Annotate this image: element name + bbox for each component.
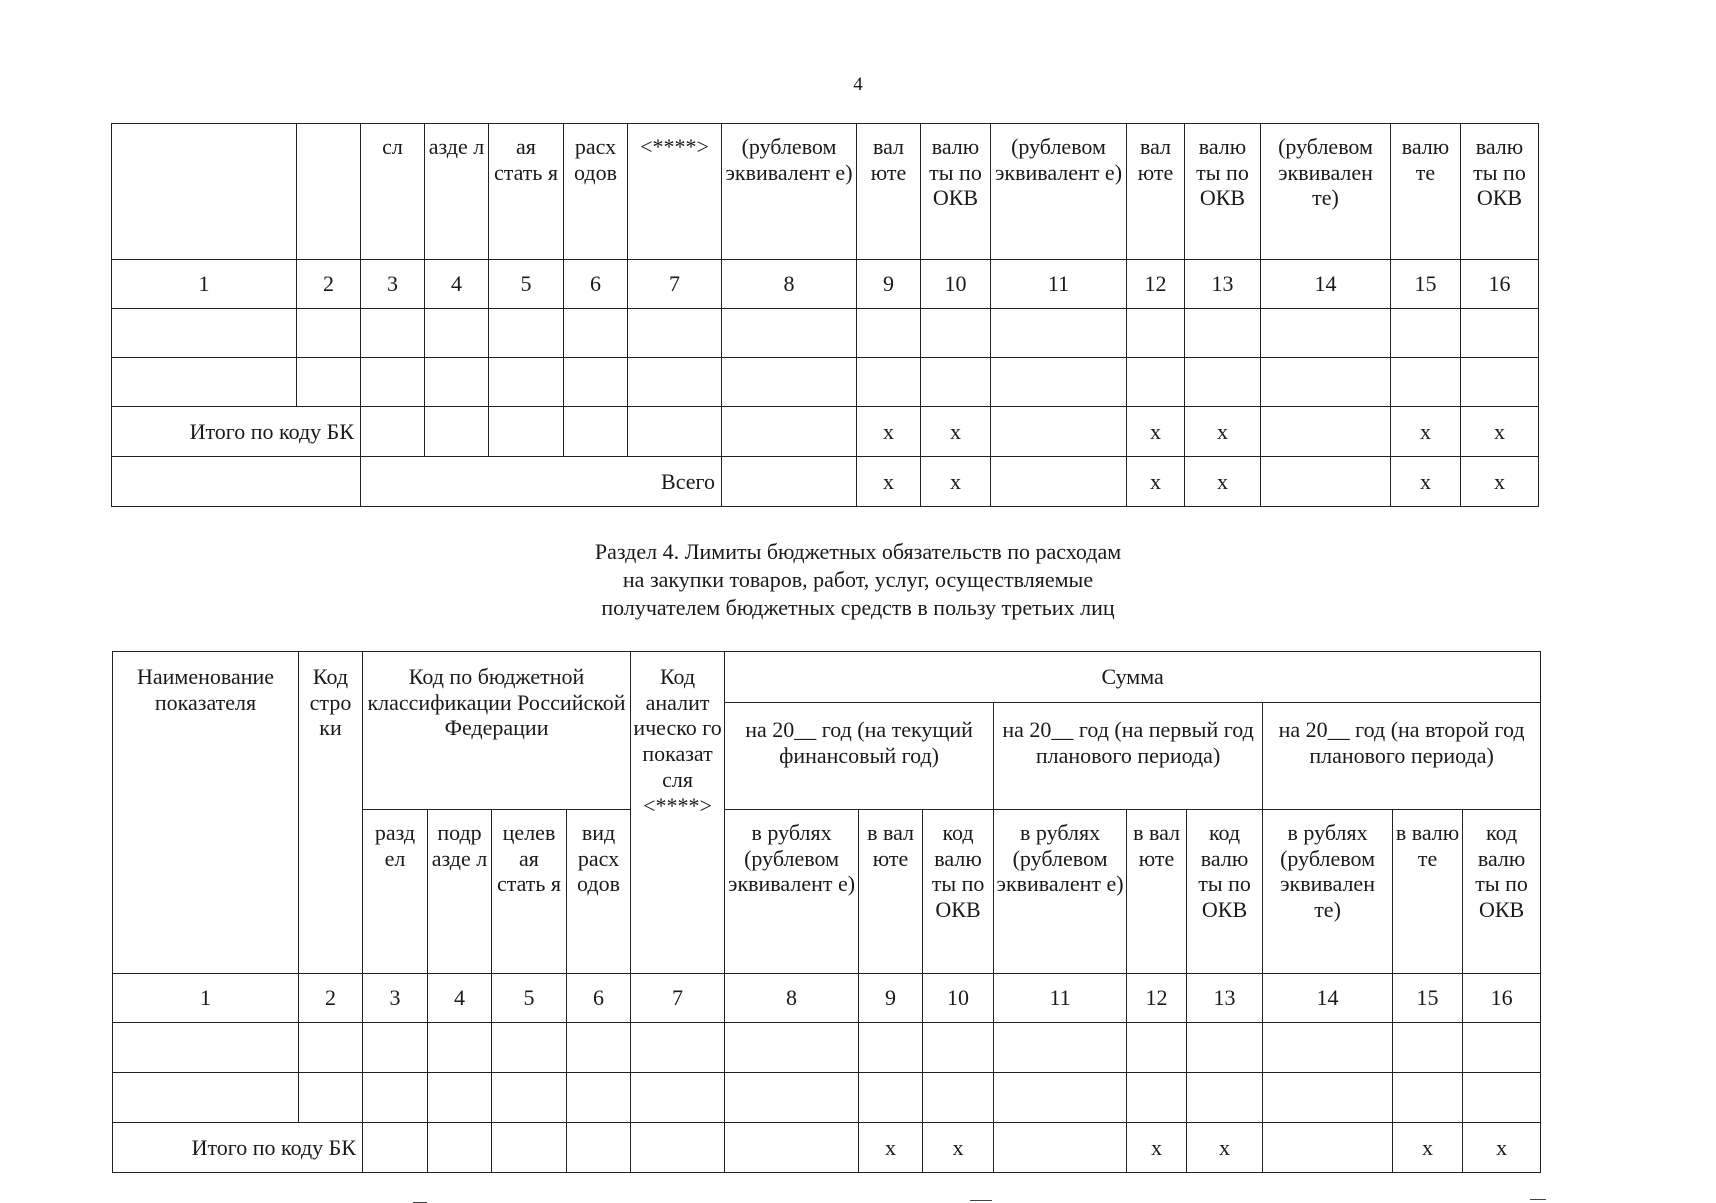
empty-cell — [363, 1073, 428, 1123]
empty-cell — [1393, 1023, 1463, 1073]
empty-cell — [564, 407, 628, 457]
empty-cell — [1461, 309, 1539, 358]
header-subcell: целев ая стать я — [492, 810, 567, 974]
empty-cell — [1187, 1073, 1263, 1123]
empty-cell — [428, 1073, 492, 1123]
header-line-code: Код стро ки — [299, 652, 363, 974]
column-number: 12 — [1127, 260, 1185, 309]
empty-cell — [363, 1123, 428, 1173]
empty-cell — [299, 1023, 363, 1073]
column-number: 13 — [1185, 260, 1261, 309]
x-mark: x — [1461, 407, 1539, 457]
empty-cell — [492, 1123, 567, 1173]
empty-cell — [991, 457, 1127, 507]
empty-cell — [425, 407, 489, 457]
empty-cell — [1263, 1023, 1393, 1073]
header-subcell: в вал юте — [1127, 810, 1187, 974]
column-number: 14 — [1261, 260, 1391, 309]
empty-cell — [1185, 309, 1261, 358]
empty-cell — [994, 1123, 1127, 1173]
empty-cell — [991, 358, 1127, 407]
empty-cell — [921, 358, 991, 407]
empty-cell — [1261, 358, 1391, 407]
header-subcell: в вал юте — [859, 810, 923, 974]
x-mark: x — [857, 407, 921, 457]
header-cell: азде л — [425, 124, 489, 260]
empty-cell — [921, 309, 991, 358]
header-subcell: подр азде л — [428, 810, 492, 974]
column-number: 15 — [1393, 974, 1463, 1023]
header-subcell: разд ел — [363, 810, 428, 974]
empty-cell — [722, 309, 857, 358]
header-cell: сл — [361, 124, 425, 260]
empty-cell — [631, 1023, 725, 1073]
table-continuation — [111, 123, 1539, 507]
empty-cell — [1127, 358, 1185, 407]
empty-cell — [859, 1023, 923, 1073]
empty-cell — [1463, 1073, 1541, 1123]
empty-cell — [722, 358, 857, 407]
empty-cell — [1263, 1123, 1393, 1173]
empty-cell — [1391, 309, 1461, 358]
column-number: 5 — [492, 974, 567, 1023]
column-number: 4 — [425, 260, 489, 309]
empty-cell — [1461, 358, 1539, 407]
section-title-line: на закупки товаров, работ, услуг, осуществляемые — [622, 567, 1094, 593]
x-mark: x — [1127, 457, 1185, 507]
total-label: Итого по коду БК — [113, 1123, 363, 1173]
empty-cell — [1393, 1073, 1463, 1123]
empty-cell — [492, 1073, 567, 1123]
column-number: 15 — [1391, 260, 1461, 309]
header-subcell: в рублях (рублевом эквивалент е) — [994, 810, 1127, 974]
column-number: 3 — [363, 974, 428, 1023]
header-row-1 — [113, 652, 1541, 703]
header-cell: валю ты по ОКВ — [1461, 124, 1539, 260]
empty-cell — [112, 457, 361, 507]
x-mark: x — [921, 457, 991, 507]
column-number-row — [112, 260, 1539, 309]
grand-total-row — [112, 457, 1539, 507]
column-number: 3 — [361, 260, 425, 309]
empty-cell — [1263, 1073, 1393, 1123]
header-cell — [112, 124, 297, 260]
x-mark: x — [1127, 1123, 1187, 1173]
table-row — [112, 309, 1539, 358]
table-row — [113, 1023, 1541, 1073]
column-number: 1 — [112, 260, 297, 309]
table-row — [112, 358, 1539, 407]
empty-cell — [299, 1073, 363, 1123]
scan-artifact — [970, 1200, 992, 1201]
x-mark: x — [1393, 1123, 1463, 1173]
empty-cell — [428, 1123, 492, 1173]
column-number: 10 — [921, 260, 991, 309]
column-number: 2 — [299, 974, 363, 1023]
column-number: 7 — [628, 260, 722, 309]
column-number: 9 — [857, 260, 921, 309]
column-number: 13 — [1187, 974, 1263, 1023]
column-number: 7 — [631, 974, 725, 1023]
empty-cell — [361, 407, 425, 457]
column-number: 8 — [725, 974, 859, 1023]
empty-cell — [994, 1023, 1127, 1073]
x-mark: x — [1461, 457, 1539, 507]
empty-cell — [112, 358, 297, 407]
empty-cell — [631, 1073, 725, 1123]
header-subcell: в рублях (рублевом эквивален те) — [1263, 810, 1393, 974]
empty-cell — [1391, 358, 1461, 407]
header-cell — [297, 124, 361, 260]
column-number: 16 — [1463, 974, 1541, 1023]
empty-cell — [923, 1073, 994, 1123]
empty-cell — [297, 358, 361, 407]
empty-cell — [363, 1023, 428, 1073]
column-number: 10 — [923, 974, 994, 1023]
x-mark: x — [1187, 1123, 1263, 1173]
header-cell: валю ты по ОКВ — [921, 124, 991, 260]
empty-cell — [725, 1073, 859, 1123]
x-mark: x — [1391, 457, 1461, 507]
empty-cell — [492, 1023, 567, 1073]
x-mark: x — [921, 407, 991, 457]
empty-cell — [567, 1023, 631, 1073]
empty-cell — [991, 309, 1127, 358]
empty-cell — [567, 1073, 631, 1123]
empty-cell — [722, 457, 857, 507]
empty-cell — [1463, 1023, 1541, 1073]
header-analytic-code: Код аналит ическо го показат сля <****> — [631, 652, 725, 974]
x-mark: x — [859, 1123, 923, 1173]
empty-cell — [1127, 1073, 1187, 1123]
header-cell: <****> — [628, 124, 722, 260]
empty-cell — [489, 309, 564, 358]
empty-cell — [857, 358, 921, 407]
x-mark: x — [1127, 407, 1185, 457]
column-number: 4 — [428, 974, 492, 1023]
section-title — [0, 538, 1716, 622]
empty-cell — [859, 1073, 923, 1123]
header-cell: расх одов — [564, 124, 628, 260]
empty-cell — [628, 309, 722, 358]
empty-cell — [489, 407, 564, 457]
column-number: 1 — [113, 974, 299, 1023]
grand-total-label: Всего — [361, 457, 722, 507]
x-mark: x — [1185, 457, 1261, 507]
header-cell: валю ты по ОКВ — [1185, 124, 1261, 260]
empty-cell — [425, 309, 489, 358]
empty-cell — [628, 358, 722, 407]
column-number: 12 — [1127, 974, 1187, 1023]
empty-cell — [631, 1123, 725, 1173]
empty-cell — [1185, 358, 1261, 407]
empty-cell — [857, 309, 921, 358]
x-mark: x — [1463, 1123, 1541, 1173]
empty-cell — [567, 1123, 631, 1173]
column-number: 6 — [564, 260, 628, 309]
empty-cell — [1261, 309, 1391, 358]
empty-cell — [425, 358, 489, 407]
header-year-second: на 20__ год (на второй год планового периода) — [1263, 703, 1541, 810]
empty-cell — [994, 1073, 1127, 1123]
empty-cell — [628, 407, 722, 457]
column-number: 6 — [567, 974, 631, 1023]
empty-cell — [361, 309, 425, 358]
total-row — [112, 407, 1539, 457]
header-cell: ая стать я — [489, 124, 564, 260]
header-subcell: в валю те — [1393, 810, 1463, 974]
x-mark: x — [923, 1123, 994, 1173]
header-subcell: код валю ты по ОКВ — [1463, 810, 1541, 974]
total-label: Итого по коду БК — [112, 407, 361, 457]
empty-cell — [564, 309, 628, 358]
table-section-4 — [112, 651, 1541, 1173]
header-cell: (рублевом эквивален те) — [1261, 124, 1391, 260]
header-bk-code: Код по бюджетной классификации Российской Федерации — [363, 652, 631, 810]
header-cell: вал юте — [857, 124, 921, 260]
header-row — [112, 124, 1539, 260]
header-year-first: на 20__ год (на первый год планового периода) — [994, 703, 1263, 810]
header-subcell: код валю ты по ОКВ — [1187, 810, 1263, 974]
empty-cell — [1261, 457, 1391, 507]
table-row — [113, 1073, 1541, 1123]
header-cell: (рублевом эквивалент е) — [722, 124, 857, 260]
column-number: 8 — [722, 260, 857, 309]
empty-cell — [1187, 1023, 1263, 1073]
x-mark: x — [1185, 407, 1261, 457]
column-number: 2 — [297, 260, 361, 309]
header-cell: вал юте — [1127, 124, 1185, 260]
header-indicator-name: Наименование показателя — [113, 652, 299, 974]
empty-cell — [297, 309, 361, 358]
empty-cell — [113, 1023, 299, 1073]
empty-cell — [991, 407, 1127, 457]
empty-cell — [1127, 309, 1185, 358]
column-number: 11 — [991, 260, 1127, 309]
header-cell: (рублевом эквивалент е) — [991, 124, 1127, 260]
empty-cell — [923, 1023, 994, 1073]
header-subcell: вид расх одов — [567, 810, 631, 974]
header-subcell: в рублях (рублевом эквивалент е) — [725, 810, 859, 974]
header-year-current: на 20__ год (на текущий финансовый год) — [725, 703, 994, 810]
empty-cell — [722, 407, 857, 457]
column-number: 9 — [859, 974, 923, 1023]
column-number: 16 — [1461, 260, 1539, 309]
x-mark: x — [857, 457, 921, 507]
empty-cell — [428, 1023, 492, 1073]
empty-cell — [564, 358, 628, 407]
empty-cell — [725, 1023, 859, 1073]
column-number: 11 — [994, 974, 1127, 1023]
column-number: 5 — [489, 260, 564, 309]
column-number-row — [113, 974, 1541, 1023]
header-sum: Сумма — [725, 652, 1541, 703]
section-title-line: Раздел 4. Лимиты бюджетных обязательств по расходам — [594, 539, 1122, 564]
total-row — [113, 1123, 1541, 1173]
empty-cell — [725, 1123, 859, 1173]
empty-cell — [113, 1073, 299, 1123]
page-number: 4 — [853, 74, 863, 95]
column-number: 14 — [1263, 974, 1393, 1023]
x-mark: x — [1391, 407, 1461, 457]
header-cell: валю те — [1391, 124, 1461, 260]
header-subcell: код валю ты по ОКВ — [923, 810, 994, 974]
empty-cell — [489, 358, 564, 407]
section-title-line: получателем бюджетных средств в пользу третьих лиц — [601, 595, 1115, 621]
empty-cell — [112, 309, 297, 358]
empty-cell — [1261, 407, 1391, 457]
empty-cell — [361, 358, 425, 407]
empty-cell — [1127, 1023, 1187, 1073]
